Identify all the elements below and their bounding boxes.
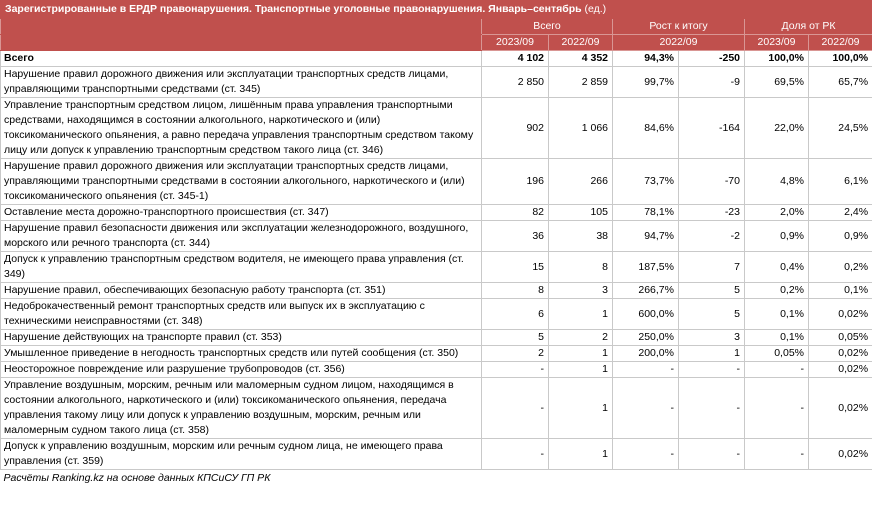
table-row [1, 221, 872, 252]
share-2023: 69,5% [745, 67, 809, 98]
share-2023: - [745, 378, 809, 439]
value-2023: 8 [482, 283, 549, 299]
share-2023: - [745, 362, 809, 378]
table-row [1, 346, 872, 362]
table-body [1, 51, 872, 470]
growth-diff: 5 [679, 283, 745, 299]
growth-percent: - [613, 439, 679, 470]
value-2022: 1 [549, 362, 613, 378]
growth-diff: 3 [679, 330, 745, 346]
row-label: Допуск к управлению воздушным, морским или речным судном лица, не имеющего права управления (ст. 359) [1, 439, 482, 470]
row-label: Неосторожное повреждение или разрушение трубопроводов (ст. 356) [1, 362, 482, 378]
table-row [1, 330, 872, 346]
share-2023: 0,05% [745, 346, 809, 362]
unit-text: (ед.) [584, 3, 607, 15]
title-row [1, 1, 872, 19]
title-text: Зарегистрированные в ЕРДР правонарушения. Транспортные уголовные правонарушения. Январь–сентябрь [5, 3, 582, 15]
growth-percent: 266,7% [613, 283, 679, 299]
subheader-share-2023: 2023/09 [745, 35, 809, 51]
share-2023: 22,0% [745, 98, 809, 159]
value-2023: 15 [482, 252, 549, 283]
growth-diff: - [679, 378, 745, 439]
subheader-total-2022: 2022/09 [549, 35, 613, 51]
source-note: Расчёты Ranking.kz на основе данных КПСиСУ ГП РК [3, 471, 271, 484]
row-label: Допуск к управлению транспортным средством водителя, не имеющего права управления (ст. 349) [1, 252, 482, 283]
row-label: Нарушение правил дорожного движения или эксплуатации транспортных средств лицами, управляющими транспортными средствами в состоянии алкогольного, наркотического и (или) токсикоманического опьянения (ст. 345-1) [1, 159, 482, 205]
subheader-share-2022: 2022/09 [809, 35, 872, 51]
share-2023: 100,0% [745, 51, 809, 67]
value-2023: 2 850 [482, 67, 549, 98]
share-2022: 0,05% [809, 330, 872, 346]
growth-percent: 73,7% [613, 159, 679, 205]
share-2022: 0,9% [809, 221, 872, 252]
share-2022: 2,4% [809, 205, 872, 221]
table-row [1, 283, 872, 299]
share-2023: 0,4% [745, 252, 809, 283]
growth-diff: 1 [679, 346, 745, 362]
table-row [1, 51, 872, 67]
value-2023: 82 [482, 205, 549, 221]
header-share: Доля от РК [745, 19, 872, 35]
share-2022: 0,02% [809, 362, 872, 378]
table-row [1, 205, 872, 221]
growth-percent: 84,6% [613, 98, 679, 159]
share-2023: 0,2% [745, 283, 809, 299]
growth-diff: -23 [679, 205, 745, 221]
share-2022: 0,02% [809, 299, 872, 330]
value-2023: 902 [482, 98, 549, 159]
value-2022: 1 066 [549, 98, 613, 159]
value-2023: - [482, 362, 549, 378]
value-2022: 1 [549, 299, 613, 330]
value-2022: 105 [549, 205, 613, 221]
group-header-row [1, 19, 872, 35]
growth-percent: 94,3% [613, 51, 679, 67]
header-growth: Рост к итогу [613, 19, 745, 35]
table-row [1, 159, 872, 205]
growth-percent: 600,0% [613, 299, 679, 330]
value-2023: 5 [482, 330, 549, 346]
growth-percent: 250,0% [613, 330, 679, 346]
share-2023: 0,1% [745, 330, 809, 346]
value-2023: 6 [482, 299, 549, 330]
growth-diff: 7 [679, 252, 745, 283]
table-row [1, 439, 872, 470]
share-2022: 0,02% [809, 346, 872, 362]
share-2022: 0,02% [809, 378, 872, 439]
value-2022: 2 859 [549, 67, 613, 98]
share-2022: 24,5% [809, 98, 872, 159]
value-2023: 2 [482, 346, 549, 362]
share-2022: 6,1% [809, 159, 872, 205]
share-2023: 0,1% [745, 299, 809, 330]
value-2022: 1 [549, 346, 613, 362]
source-row [1, 470, 872, 487]
growth-percent: - [613, 362, 679, 378]
share-2022: 0,02% [809, 439, 872, 470]
growth-diff: - [679, 362, 745, 378]
growth-percent: - [613, 378, 679, 439]
share-2023: 2,0% [745, 205, 809, 221]
share-2022: 0,2% [809, 252, 872, 283]
growth-diff: -9 [679, 67, 745, 98]
subheader-row [1, 35, 872, 51]
growth-percent: 200,0% [613, 346, 679, 362]
share-2022: 65,7% [809, 67, 872, 98]
growth-percent: 187,5% [613, 252, 679, 283]
value-2022: 38 [549, 221, 613, 252]
row-label: Нарушение правил безопасности движения или эксплуатации железнодорожного, воздушного, морского или речного транспорта (ст. 344) [1, 221, 482, 252]
value-2022: 8 [549, 252, 613, 283]
table-title [1, 1, 872, 19]
value-2022: 4 352 [549, 51, 613, 67]
growth-diff: -164 [679, 98, 745, 159]
value-2022: 3 [549, 283, 613, 299]
share-2023: - [745, 439, 809, 470]
value-2022: 266 [549, 159, 613, 205]
subheader-growth: 2022/09 [613, 35, 745, 51]
growth-diff: -70 [679, 159, 745, 205]
value-2022: 1 [549, 439, 613, 470]
table-row [1, 378, 872, 439]
value-2022: 2 [549, 330, 613, 346]
table-row [1, 299, 872, 330]
row-label: Всего [1, 51, 482, 67]
growth-percent: 94,7% [613, 221, 679, 252]
table-row [1, 252, 872, 283]
share-2023: 4,8% [745, 159, 809, 205]
growth-percent: 99,7% [613, 67, 679, 98]
row-label: Оставление места дорожно-транспортного происшествия (ст. 347) [1, 205, 482, 221]
row-label: Нарушение действующих на транспорте правил (ст. 353) [1, 330, 482, 346]
row-label: Нарушение правил, обеспечивающих безопасную работу транспорта (ст. 351) [1, 283, 482, 299]
header-total: Всего [482, 19, 613, 35]
subheader-blank [1, 35, 482, 51]
value-2023: 36 [482, 221, 549, 252]
growth-percent: 78,1% [613, 205, 679, 221]
table-row [1, 362, 872, 378]
table-row [1, 98, 872, 159]
share-2023: 0,9% [745, 221, 809, 252]
row-label: Управление транспортным средством лицом, лишённым права управления транспортными средствами, находящимся в состоянии алкогольного, наркотического и (или) токсикоманического опьянения, а равно передача управления транспортным средством такому лицу или допуск к управлению транспортным средством такого лица (ст. 346) [1, 98, 482, 159]
row-label: Недоброкачественный ремонт транспортных средств или выпуск их в эксплуатацию с техническими неисправностями (ст. 348) [1, 299, 482, 330]
share-2022: 0,1% [809, 283, 872, 299]
value-2023: 4 102 [482, 51, 549, 67]
growth-diff: - [679, 439, 745, 470]
value-2023: 196 [482, 159, 549, 205]
row-label: Умышленное приведение в негодность транспортных средств или путей сообщения (ст. 350) [1, 346, 482, 362]
value-2023: - [482, 378, 549, 439]
subheader-total-2023: 2023/09 [482, 35, 549, 51]
growth-diff: -250 [679, 51, 745, 67]
header-blank [1, 19, 482, 35]
growth-diff: -2 [679, 221, 745, 252]
value-2023: - [482, 439, 549, 470]
share-2022: 100,0% [809, 51, 872, 67]
row-label: Нарушение правил дорожного движения или эксплуатации транспортных средств лицами, управляющими транспортными средствами (ст. 345) [1, 67, 482, 98]
row-label: Управление воздушным, морским, речным или маломерным судном лицом, находящимся в состоянии алкогольного, наркотического и (или) токсикоманического опьянения, передача управления такому лицу или допуск к управлению воздушным, морским, речным или маломерным судном такого лица (ст. 358) [1, 378, 482, 439]
growth-diff: 5 [679, 299, 745, 330]
value-2022: 1 [549, 378, 613, 439]
table-row [1, 67, 872, 98]
